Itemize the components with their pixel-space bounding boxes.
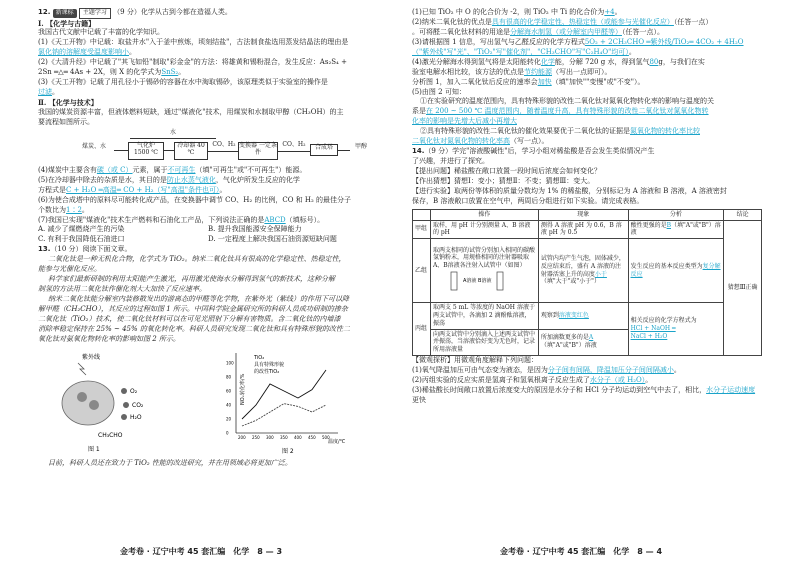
- answer-1: 氯化钠的溶解度受温度影响小: [38, 48, 129, 57]
- q13-p7: 二氧化钛（TiO₂）技术，使二氧化钛材料可以在可见光照射下分解有害物质。含二氧化钛的内墙漆: [38, 314, 341, 323]
- shift-converter-box: 变换器 一定条件: [238, 142, 278, 160]
- answer-g3c: HCl + NaOH ═: [630, 325, 676, 333]
- r5-end: （写一点）。: [510, 137, 549, 146]
- footer-right: 金考卷 · 辽宁中考 45 套汇编 化学 8 — 4: [500, 547, 663, 556]
- answer-r5a-cont: 化率的影响是先增大后减小再增大: [412, 117, 517, 126]
- q13-p2: 能参与光催化反应。: [38, 265, 101, 274]
- r1-text: (1)已知 TiO₂ 中 O 的化合价为 -2，则 TiO₂ 中 Ti 的化合价为: [412, 8, 605, 16]
- t6-text: (2)丙组实验的反应实质是氢离子和氢氧根离子反应生成了: [412, 375, 590, 384]
- fig1-caption: 图 1: [88, 445, 100, 453]
- r4-e: （写出一点即可）。: [552, 67, 612, 76]
- r5-2-text: 系是: [412, 107, 426, 116]
- th-conclusion: 结论: [724, 209, 762, 220]
- experiment-table: [412, 209, 762, 356]
- q13-p8: 消除率稳定保持在 25% ~ 45% 的氧化转化率。科研人员研究发现二氧化钛和具有特殊形貌的改性二: [38, 324, 350, 333]
- answer-g3a: 溶液变红色: [558, 311, 589, 319]
- test-tube-a: [451, 272, 457, 290]
- q14-intro2: 了兴趣，并进行了探究。: [412, 157, 489, 166]
- g2-ana-text: 发生反应的基本反应类型为: [630, 262, 703, 270]
- fig2-y-tick-label: 100: [226, 360, 234, 366]
- q13-p4: 制氢的方法用二氧化钛作催化剂大大加快了反应速率。: [38, 285, 206, 294]
- q13-number: 13.: [38, 245, 51, 254]
- r2-text: (2)纳米二氧化钛的优点是: [412, 17, 492, 26]
- r5: (5)由图 2 可知：: [412, 87, 466, 96]
- answer-7: ABCD: [264, 215, 286, 224]
- q12-l5-b: ，气化炉所发生反应的化学: [215, 175, 300, 184]
- answer-5b: C + H₂O ═高温═ CO + H₂（写"高温"条件也可）: [66, 185, 220, 194]
- answer-t6: 水分子（或 H₂O）: [589, 375, 646, 384]
- r5-1: ①在实验研究的温度范围内，具有特殊形貌的改性二氧化钛对氮氧化物转化率的影响与温度的关: [420, 97, 714, 106]
- r2b-text: 。可将醛二氧化钛材料的用途是: [412, 27, 510, 36]
- fig1-co2-dot: [123, 402, 129, 408]
- answer-g2b: 复分解反应: [630, 262, 721, 278]
- flow-co-h2-1: CO、H₂: [210, 142, 238, 149]
- q13-header: [38, 245, 396, 255]
- fig2-legend-1: TiO₂: [254, 354, 265, 361]
- q12-p2-2: 要流程如图所示。: [38, 117, 94, 126]
- fig1-uv-label: 紫外线: [82, 353, 101, 361]
- r4-c: g，与我们在实: [658, 57, 705, 66]
- q12-section2: Ⅱ. 【化学与技术】: [38, 98, 98, 108]
- flow-coal-label: 煤炭、水: [82, 144, 126, 151]
- q12-l3b: [38, 88, 396, 98]
- q12-l2: (2)《大清升经》中记载了"其飞如铅"制取"彩金金"的方法：将雄黄和锡粉混合，发生反应：As₂S₄ +: [38, 58, 347, 67]
- th-group: [413, 209, 431, 220]
- answer-r4c: 节约能源: [524, 67, 552, 76]
- answer-g1: B: [666, 221, 671, 229]
- fig1-o2-dot: [121, 388, 127, 394]
- q14-t7: [412, 386, 768, 396]
- q12-l2-text: 2Sn ═△═ 4As + 2X，则 X 的化学式为: [38, 68, 162, 77]
- r5-2: [412, 107, 768, 117]
- r2-end: （任答一点）: [673, 17, 713, 26]
- r2b: [412, 28, 768, 38]
- theme-tag: 主题学习: [79, 8, 111, 19]
- q13-p1: 二氧化钛是一种无机化合物，化学式为 TiO₂。纳米二氧化钛具有很高的化学稳定性、热稳定性，: [48, 255, 346, 264]
- fig1-co2-label: CO₂: [132, 401, 144, 409]
- table-row-group3a: [413, 303, 762, 329]
- answer-r3: 5O₂ + 2CH₃CHO ═紫外线/TiO₂═ 4CO₂ + 4H₂O: [584, 37, 744, 46]
- fig2-legend-3: 的改性TiO₂: [254, 368, 280, 375]
- process-flow-diagram: [38, 130, 396, 164]
- q12-section1: Ⅰ. 【化学与古籍】: [38, 18, 96, 28]
- th-phenomenon: 现象: [538, 209, 628, 220]
- q12-l5b: [38, 186, 396, 196]
- q12-p2-1: 我国的煤炭资源丰富，但液体燃料短缺，通过"煤液化"技术，用煤炭和水制取甲醇（CH₃OH）的主: [38, 107, 344, 116]
- answer-r4b: 80: [649, 57, 659, 66]
- q14-t5: [412, 366, 768, 376]
- fig1-ch3cho-label: CH₃CHO: [98, 431, 123, 439]
- cell-g2-phen: [538, 239, 628, 303]
- option-a: A. 减少了煤燃烧产生的污染: [38, 225, 125, 234]
- q13-p5: 纳米二氧化钛能分解室内装修散发出的游离态的甲醛等化学物，在紫外光（紫线）的作用下可以降: [48, 295, 349, 304]
- th-operation: 操作: [430, 209, 538, 220]
- q12-l2-end: 。: [178, 68, 186, 77]
- r4-f: 分析图 1，加入二氧化钛后反应的速率会: [412, 77, 538, 86]
- cell-conclusion: 猜想Ⅲ正确: [724, 220, 762, 355]
- flow-water-label: 水: [148, 130, 198, 137]
- t5-text: (1)氧气降温加压可由气态变为液态，是因为: [412, 365, 548, 374]
- cell-g3-ana: [628, 303, 724, 356]
- cell-g1-phen: 测得 A 溶液 pH 为 0.6，B 溶液 pH 为 0.5: [538, 220, 628, 239]
- answer-r4d: 加快: [537, 77, 552, 86]
- answer-6: 1∶2: [66, 205, 82, 214]
- answer-r2b: 分解海水制氢（或分解室内甲醛等）: [510, 27, 622, 36]
- fig1-tio2-particle: [62, 381, 114, 425]
- fig2-x-tick-label: 250: [252, 434, 260, 440]
- q14-number: 14.: [412, 147, 425, 156]
- g1-ana-text: 酸性更强的是: [630, 221, 667, 229]
- q12-number: 12.: [38, 8, 51, 16]
- answer-r5a: 在 200 ~ 500 ℃ 温度范围内，随着温度升高，具有特殊形貌的改性二氧化钛对氮氧化物转: [426, 107, 709, 116]
- cell-g1-op: 取样，用 pH 计分别测量 A、B 溶液的 pH: [430, 220, 538, 239]
- q14-t7b: 更快: [412, 395, 426, 404]
- r3-text: (3)请根据图 1 信息，写出氢气与乙醛反应的化学方程式: [412, 37, 585, 46]
- q12-l4-b: 元素，属于: [132, 165, 168, 174]
- fig2-legend-2: 具有特殊形貌: [254, 361, 285, 368]
- cell-group3: 丙组: [413, 303, 431, 356]
- table-row-group2: [413, 239, 762, 303]
- q12-l3-end: 。: [52, 88, 59, 97]
- q12-intro: （9 分）化学从古到今都在造福人类。: [113, 8, 232, 16]
- q12-l7: [38, 216, 396, 226]
- q12-l5-a: (5)在冷却器中除去的杂质是水，其目的是: [38, 175, 167, 184]
- q13-figures: [38, 347, 396, 459]
- q12-l6-end: 。: [81, 205, 89, 214]
- q12-l1: [38, 38, 396, 48]
- q12-header: [38, 8, 396, 19]
- cell-g1-ana: [628, 220, 724, 239]
- right-column: [412, 8, 768, 406]
- q14-t2: 【作出猜想】猜想Ⅰ：变小；猜想Ⅱ：不变；猜想Ⅲ：变大。: [412, 176, 595, 185]
- r5-3-text: ②具有特殊形貌的改性二氧化钛的催化效果要优于二氧化钛的证据是: [420, 127, 630, 136]
- cell-g3-op1: 取两支 5 mL 等浓度的 NaOH 溶液于两支试管中，各滴加 2 滴酚酞溶液，振荡: [430, 303, 538, 329]
- q13-p6: 解甲醛（CH₂CHO），其反应的过程如图 1 所示。中国科学院金属研究所的科研人员成功研制的掺杂: [38, 304, 348, 313]
- answer-r2: 具有很高的化学稳定性、热稳定性（或能参与光催化反应）: [491, 17, 674, 26]
- fig1-atom-2: [89, 400, 99, 410]
- answer-t5: 分子间有间隔，降温加压分子间间隔减小: [547, 365, 674, 374]
- q14-t1: 【提出问题】稀盐酸在敞口放置一段时间后浓度会如何变化？: [412, 167, 601, 175]
- cell-group1: 甲组: [413, 220, 431, 239]
- answer-r5b: 氮氧化物的转化率比较: [630, 127, 700, 136]
- answer-5a: 防止水蒸气液化: [166, 175, 216, 184]
- cell-group2: 乙组: [413, 239, 431, 303]
- r3: [412, 38, 768, 48]
- cooler-box: 冷却器 40 ℃: [174, 142, 208, 160]
- q12-l6-a: 个数比为: [38, 205, 66, 214]
- q12-l7-a: (7)我国已实现"煤液化"技术生产燃料和石油化工产品，下列说法正确的是: [38, 215, 265, 224]
- q13-p3: 科学家们最新研制的利用太阳能产生激光，再用激光使海水分解得到氢气的新技术，这种分解: [48, 275, 335, 284]
- r4c: [412, 78, 768, 88]
- g1-ana-end: （填"A"或"B"）溶液: [630, 221, 721, 237]
- answer-3: 过滤: [38, 88, 52, 97]
- answer-r4a: 化学: [540, 57, 555, 66]
- cell-g3-phen1: [538, 303, 628, 329]
- fig2-y-tick-label: 0: [226, 430, 229, 436]
- synthesis-tower-box: 合成塔: [310, 144, 338, 156]
- fig1-h2o-dot: [121, 414, 127, 420]
- test-tube-b: [497, 272, 503, 290]
- fig2-x-tick-label: 300: [266, 434, 274, 440]
- r4b: [412, 68, 768, 78]
- q12-l2b: [38, 68, 396, 78]
- cell-g2-ana: [628, 239, 724, 303]
- r3b: [412, 48, 768, 58]
- fig1-atom-1: [77, 392, 87, 402]
- cell-g3-phen2: [538, 329, 628, 355]
- answer-4a: 碳（或 C）: [96, 165, 133, 174]
- th-analysis: 分析: [628, 209, 724, 220]
- r2: [412, 18, 768, 28]
- r5-2b: [412, 117, 768, 127]
- flow-arrow-5: [338, 150, 350, 151]
- fig2-caption: 图 2: [282, 447, 294, 455]
- answer-r5b-cont: 二氧化钛对氮氧化物的转化率高: [412, 137, 510, 146]
- fig2-y-tick-label: 40: [226, 402, 232, 408]
- fig1-o2-label: O₂: [130, 387, 138, 395]
- g2-phen-end: （填"大于"或"小于"）: [540, 278, 600, 286]
- q12-l1b: [38, 48, 396, 58]
- flow-water-line: [130, 138, 216, 139]
- r4-b: 能，分解 720 g 水，得到氢气: [554, 57, 650, 66]
- footer-left: 金考卷 · 辽宁中考 45 套汇编 化学 8 — 3: [120, 547, 283, 556]
- r3-end: 。: [628, 47, 636, 56]
- flow-arrow-4: [278, 151, 310, 152]
- q12-l1-text: (1)《天工开物》中记载：取盐井水"入于釜中煎炼，顷刻结盐"，古法制食盐选用蒸发结晶法的理由是: [38, 38, 349, 47]
- gasifier-box: 气化炉 1500 ℃: [128, 142, 164, 160]
- fig2-x-tick-label: 200: [238, 434, 246, 440]
- g3-ana-text: 相关反应的化学方程式为: [630, 317, 697, 325]
- q13-intro: （10 分）阅读下面文章。: [50, 245, 132, 254]
- fig2-x-tick-label: 350: [280, 434, 288, 440]
- fig2-x-tick-label: 500: [322, 434, 330, 440]
- answer-r1: +4: [604, 8, 615, 16]
- flow-arrow-1: [114, 150, 128, 151]
- flow-product: 甲醇: [350, 144, 372, 151]
- q12-l4-c: （填"可再生"或"不可再生"）能源。: [195, 165, 307, 174]
- q12-l1-end: 。: [129, 48, 136, 57]
- q12-l4: [38, 166, 396, 176]
- answer-4b: 不可再生: [167, 165, 196, 174]
- q13-last: 目前，科研人员还在致力于 TiO₂ 性能的改进研究，并在用领域必将更加广泛。: [48, 458, 292, 467]
- fig2-x-tick-label: 450: [308, 434, 316, 440]
- r2b-end: （任答一点）。: [622, 27, 664, 36]
- q14-t6: [412, 376, 768, 386]
- new-curriculum-tag: 新课标: [53, 9, 77, 18]
- answer-r3b: （"紫外线"写"光"、"TiO₂"写"催化剂"，"CH₃CHO"写"C₂H₄O"均可）: [412, 47, 629, 56]
- r4-a: (4)激光分解海水得到氢气将是太阳能转化: [412, 57, 541, 66]
- figure-2: [226, 353, 346, 455]
- q12-l7-end: （填标号）。: [285, 215, 325, 224]
- g2-apparatus-labels: A溶液 B溶液: [462, 277, 492, 284]
- g2-apparatus-svg: [433, 270, 533, 292]
- cell-g3-op2: 向两支试管中分别滴入上述两支试管中并振荡，当溶液恰好变为无色时，记录所用溶液量: [430, 329, 538, 355]
- q12-options-ab: [38, 225, 396, 235]
- fig2-y-tick-label: 60: [226, 388, 232, 394]
- fig2-y-tick-label: 20: [226, 416, 232, 422]
- answer-g3c-cont: NaCl + H₂O: [630, 332, 668, 340]
- option-d: D. 一定程度上解决我国石油资源短缺问题: [208, 235, 337, 244]
- q13-p9: 氧化钛对氨氧化物转化率的影响如图 2 所示。: [38, 334, 180, 343]
- flow-arrow-3: [208, 151, 238, 152]
- r5-3b: [412, 137, 768, 147]
- option-b: B. 提升我国能源安全保障能力: [208, 225, 302, 234]
- q12-l5-end: 。: [219, 185, 227, 194]
- flow-arrow-2: [164, 150, 174, 151]
- r4-g: （填"加快""变慢"或"不变"）。: [551, 77, 645, 86]
- figures-svg: [38, 347, 396, 459]
- table-header-row: [413, 209, 762, 220]
- q14-t3b: 保存，B 溶液敞口放置在空气中，两周后分组进行如下实验。请完成表格。: [412, 196, 644, 205]
- g3-phen1-text: 观察到: [540, 311, 559, 319]
- q12-options-cd: [38, 235, 396, 245]
- answer-g3b: A: [588, 334, 594, 342]
- q12-l4-a: (4)煤炭中主要含有: [38, 165, 97, 174]
- q12-l6b: [38, 206, 396, 216]
- q12-l5-c: 方程式是: [38, 185, 66, 194]
- t7-text: (3)稀盐酸长时间敞口放置后浓度变大的原因是水分子和 HCl 分子均运动到空气中去了，相比，: [412, 385, 707, 394]
- g2-op-text: 取两支相同的试管分别加入相同的碳酸氢钠粉末，用规格相同的注射器吸取A、B溶液各注射入试管中（如图）: [432, 246, 535, 270]
- r1: [412, 8, 768, 18]
- option-c: C. 有利于我国降低石油进口: [38, 235, 125, 244]
- answer-2: SnS₂: [161, 68, 179, 77]
- q14-t3: 【进行实验】取两份等体积的质量分数均为 1% 的稀盐酸，分别标记为 A 溶液和 B 溶液，A 溶液密封: [412, 186, 727, 195]
- fig1-uv-ray: [78, 363, 86, 375]
- q12-l5: [38, 176, 396, 186]
- q14-intro: （9 分）学完"溶液酸碱性"后，学习小组对稀盐酸是否会发生类似情况产生: [424, 147, 655, 156]
- r4-d: 验室电解水相比较，该方法的优点是: [412, 67, 524, 76]
- answer-t7: 水分子运动速度: [706, 385, 756, 394]
- g3-phen2-text: 所加滴数更多的是: [540, 334, 589, 342]
- table-row-group1: [413, 220, 762, 239]
- r1-end: 。: [614, 8, 622, 16]
- q14-t4: 【微观探析】用微观角度解释下列问题：: [412, 355, 538, 364]
- flow-co-h2-2: CO、H₂: [280, 142, 308, 149]
- r4: [412, 58, 768, 68]
- fig2-x-tick-label: 400: [294, 434, 302, 440]
- q12-p1: 我国古代文献中记载了丰富的化学知识。: [38, 28, 164, 37]
- figure-1: [62, 353, 144, 453]
- q12-l6: (6)为使合成塔中的原料尽可能转化成产品，在变换器中调节 CO、H₂ 的比例，CO 和 H₂ 的最佳分子: [38, 195, 352, 204]
- fig1-h2o-label: H₂O: [130, 413, 142, 421]
- left-column: [38, 8, 396, 469]
- q14-header: [412, 147, 768, 157]
- fig2-xlabel: 温度/℃: [328, 438, 346, 445]
- cell-g2-op: [430, 239, 538, 303]
- answer-g2: 小于: [594, 270, 607, 278]
- q12-l3: (3)《天工开物》记载了用孔径小于锡砂的容器在水中淘取锡砂，该原理类似于实验室的操作是: [38, 78, 328, 87]
- t6-end: 。: [645, 375, 653, 384]
- r5-3: [412, 127, 768, 137]
- fig2-ylabel: NOₓ转化率/%: [240, 373, 246, 405]
- fig2-y-tick-label: 80: [226, 374, 232, 380]
- g3-phen2-end: （填"A"或"B"）溶液: [540, 342, 597, 350]
- t5-end: 。: [673, 365, 681, 374]
- g2-phen-text: 试管内均产生气泡，固体减少，反应结束后，盛有 A 溶液的注射器活塞上升的高度: [540, 255, 625, 278]
